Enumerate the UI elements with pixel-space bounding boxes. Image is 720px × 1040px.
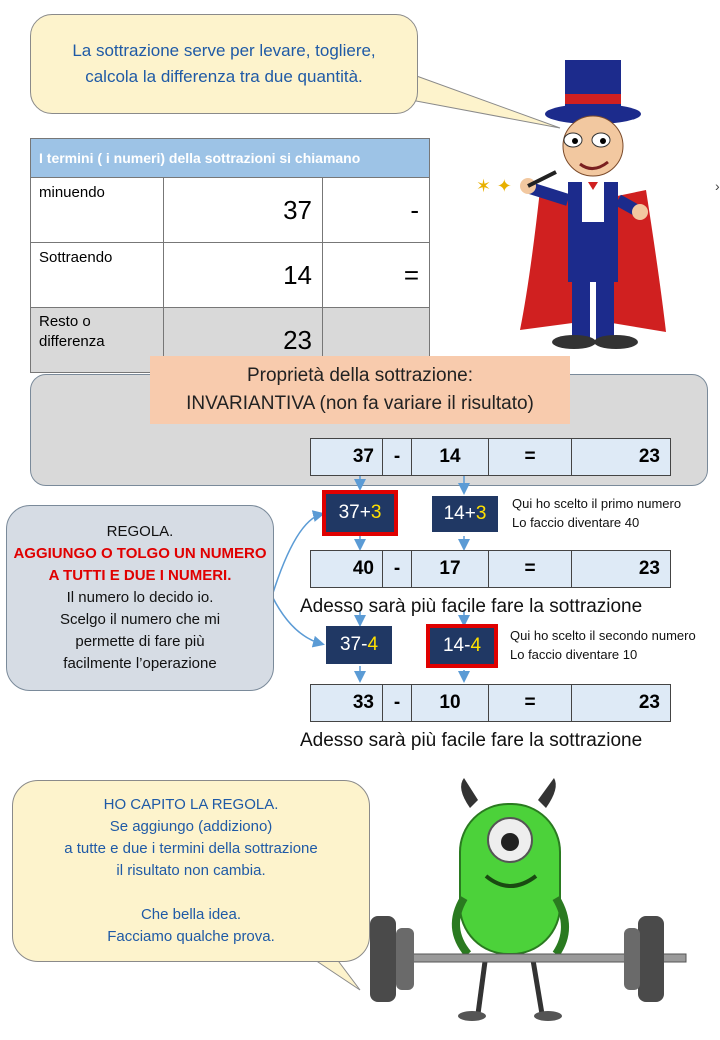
eq-minuend: 33 [311,685,383,721]
op-number: 3 [370,502,382,523]
term-value: 14 [164,243,323,308]
intro-line-1: La sottrazione serve per levare, togliere, [72,41,376,60]
op-base: 14- [442,635,471,656]
eq-equals: = [489,439,572,475]
op-number: 4 [470,635,482,656]
eq-result: 23 [572,551,670,587]
conclusion-line-5: Che bella idea. [140,906,242,923]
monster-barbell-illustration [360,778,700,1038]
intro-line-2: calcola la differenza tra due quantità. [85,67,363,86]
term-label: minuendo [31,178,164,243]
rule-box [6,505,274,691]
term-operator: - [323,178,430,243]
eq-minus: - [383,551,412,587]
rule-line-1: Il numero lo decido io. [66,589,214,606]
rule-line-3: permette di fare più [75,633,205,650]
eq-equals: = [489,685,572,721]
add-to-minuend-box [326,494,394,532]
eq-minus: - [383,685,412,721]
rule-red-1: AGGIUNGO O TOLGO UN NUMERO [13,545,267,562]
svg-text:✶ ✦: ✶ ✦ [476,176,512,197]
subtract-from-subtrahend-box [430,628,494,664]
equation-row-subtract [310,684,671,722]
rule-line-4: facilmente l’operazione [63,655,217,672]
equation-row-original [310,438,671,476]
eq-result: 23 [572,685,670,721]
note-line: Qui ho scelto il secondo numero [510,628,696,643]
property-line-1: Proprietà della sottrazione: [246,365,473,386]
eq-result: 23 [572,439,670,475]
note-line: Qui ho scelto il primo numero [512,496,682,511]
eq-minuend: 37 [311,439,383,475]
eq-minuend: 40 [311,551,383,587]
easier-sentence: Adesso sarà più facile fare la sottrazione [300,596,643,617]
eq-equals: = [489,551,572,587]
rule-red-2: A TUTTI E DUE I NUMERI. [48,567,232,584]
eq-subtrahend: 17 [412,551,489,587]
term-label: Sottraendo [31,243,164,308]
conclusion-line-1: HO CAPITO LA REGOLA. [103,796,279,813]
easier-sentence: Adesso sarà più facile fare la sottrazione [300,730,643,751]
rule-title: REGOLA. [106,523,174,540]
note-line: Lo faccio diventare 40 [512,515,640,530]
terms-table-header: I termini ( i numeri) della sottrazioni si chiamano [31,139,430,178]
term-label: Resto o differenza [31,308,164,373]
property-line-2: INVARIANTIVA (non fa variare il risultato) [186,393,534,414]
edge-arrow: › [715,178,720,194]
term-value: 37 [164,178,323,243]
op-number: 3 [475,503,487,524]
add-to-subtrahend-box [432,496,498,532]
subtract-from-minuend-box [326,626,392,664]
note-line: Lo faccio diventare 10 [510,647,638,662]
note-second-number [510,626,696,664]
eq-subtrahend: 10 [412,685,489,721]
conclusion-line-3: a tutte e due i termini della sottrazione [64,840,318,857]
equation-row-add [310,550,671,588]
op-base: 14+ [443,503,476,524]
eq-subtrahend: 14 [412,439,489,475]
op-number: 4 [367,634,379,655]
conclusion-line-6: Facciamo qualche prova. [107,928,275,945]
note-first-number [512,494,681,532]
op-base: 37+ [338,502,371,523]
eq-minus: - [383,439,412,475]
conclusion-bubble [12,780,370,962]
conclusion-line-4: il risultato non cambia. [116,862,266,879]
rule-line-2: Scelgo il numero che mi [59,611,221,628]
op-base: 37- [339,634,368,655]
conclusion-line-2: Se aggiungo (addiziono) [109,818,273,835]
term-operator: = [323,243,430,308]
term-value: 23 [164,308,323,373]
